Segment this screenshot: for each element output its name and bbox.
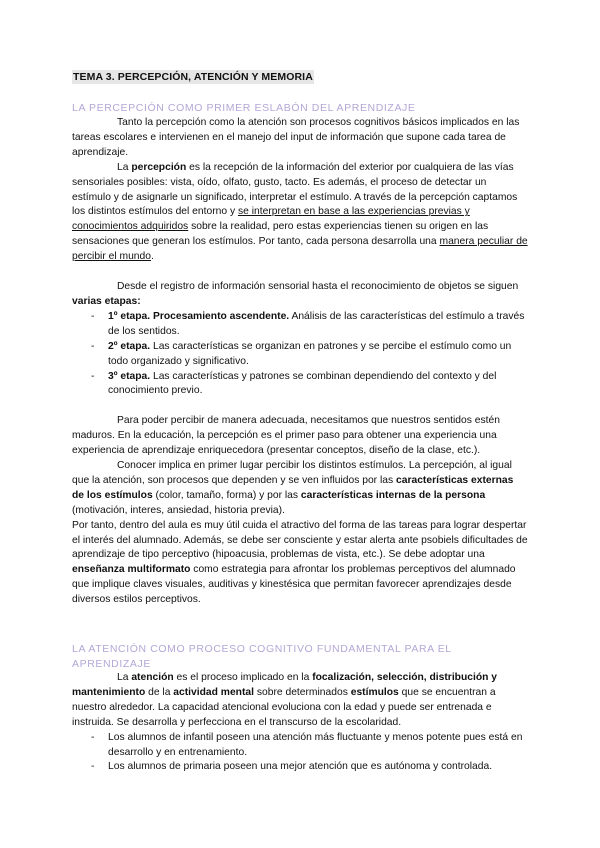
paragraph — [72, 161, 528, 265]
text-run: es la recepción de la información del exterior por cualquiera de las vías sensoriales posibles: vista, oído, olfato, gusto, tacto. Es además, el proceso de detectar un estímulo y de asignarle un significado, interpretar el estímulo. A través de la percepción captamos los distintos estímulos del entorno y — [72, 161, 518, 218]
text-run: Análisis de las características del estímulo a través de los sentidos. — [108, 310, 525, 337]
dash-bullet: - — [91, 370, 95, 382]
section-heading-attention: LA ATENCIÓN COMO PROCESO COGNITIVO FUNDAMENTAL PARA EL APRENDIZAJE — [72, 643, 452, 670]
text-run: como estrategia para afrontar los problemas perceptivos del alumnado que implique claves visuales, auditivas y kinestésica que permitan favorecer aprendizajes desde diversos estilos perceptivos. — [72, 564, 516, 606]
underlined-text: manera peculiar de percibir el mundo — [72, 236, 528, 263]
text-run: Los alumnos de primaria poseen una mejor atención que es autónoma y controlada. — [108, 761, 493, 773]
dash-bullet: - — [91, 310, 95, 322]
attention-list — [72, 731, 528, 776]
paragraph: Tanto la percepción como la atención son procesos cognitivos básicos implicados en las tareas escolares e intervienen en el manejo del input de información que supone cada tarea de aprendizaje. — [72, 117, 520, 158]
paragraph — [72, 459, 528, 519]
spacer — [72, 399, 528, 414]
paragraph — [72, 519, 528, 608]
text-run: Los alumnos de infantil poseen una atención más fluctuante y menos potente pues está en desarrollo y en entrenamiento. — [108, 731, 523, 758]
list-item — [72, 731, 528, 761]
text-run: Las características y patrones se combinan dependiendo del contexto y del conocimiento previo. — [108, 370, 497, 397]
list-item — [72, 760, 528, 775]
paragraph: Para poder percibir de manera adecuada, necesitamos que nuestros sentidos estén maduros. En la educación, la percepción es el primer paso para obtener una experiencia una experiencia de aprendizaje enriquecedora (presentar conceptos, diseño de la clase, etc.). — [72, 415, 500, 457]
bold-term: atención — [131, 672, 174, 683]
spacer — [72, 265, 528, 280]
text-run: es el proceso implicado en la — [173, 672, 313, 683]
text-run: Por tanto, dentro del aula es muy útil cuida el atractivo del forma de las tareas para lograr despertar el interés del alumnado. Además, se debe ser consciente y estar alerta ante psobiels dificultades de aprendizaje de tipo perceptivo (hipoacusia, problemas de vista, etc.). Se debe adoptar una — [72, 519, 528, 561]
underlined-text: se interpretan en base a las experiencias previas y conocimientos adquiridos — [72, 206, 470, 233]
document-title: TEMA 3. PERCEPCIÓN, ATENCIÓN Y MEMORIA — [73, 71, 313, 83]
text-run: Desde el registro de información sensorial hasta el reconocimiento de objetos se siguen — [117, 281, 519, 293]
bold-term: 1º etapa. Procesamiento ascendente. — [108, 310, 290, 322]
text-run: Conocer implica en primer lugar percibir los distintos estímulos. La percepción, al igual que la atención, son procesos que dependen y se ven influidos por las — [72, 460, 512, 486]
bold-term: 3º etapa. — [108, 370, 151, 382]
section-heading-perception: LA PERCEPCIÓN COMO PRIMER ESLABÓN DEL APRENDIZAJE — [72, 102, 416, 114]
text-run: La — [117, 672, 132, 683]
bold-term: actividad mental — [173, 686, 254, 698]
text-run: sobre la realidad, pero estas experiencias tienen su origen en las sensaciones que generan los estímulos. Por tanto, cada persona desarrolla una — [72, 221, 489, 248]
text-run: Las características se organizan en patrones y se percibe el estímulo como un todo organizado y significativo. — [108, 340, 512, 367]
bold-term: estímulos — [350, 686, 399, 698]
section-body-attention — [72, 671, 528, 775]
bold-term: características internas de la persona — [300, 489, 486, 501]
list-item — [72, 310, 528, 340]
stages-list — [72, 310, 528, 399]
section-body-perception — [72, 116, 528, 608]
bold-term: 2º etapa. — [108, 340, 151, 352]
bold-term: varias etapas: — [72, 295, 141, 307]
bold-term: focalización, selección, distribución y mantenimiento — [72, 672, 498, 698]
text-run: (color, tamaño, forma) y por las — [152, 489, 301, 501]
list-item — [72, 370, 528, 400]
text-run: sobre determinados — [253, 686, 351, 698]
text-run: (motivación, interes, ansiedad, historia previa). — [72, 504, 285, 516]
paragraph — [72, 671, 528, 731]
dash-bullet: - — [91, 340, 95, 352]
bold-term: características externas de los estímulos — [72, 474, 514, 501]
dash-bullet: - — [91, 731, 95, 743]
bold-term: percepción — [131, 161, 187, 173]
list-item — [72, 340, 528, 370]
text-run: que se encuentran a nuestro alrededor. La capacidad atencional evoluciona con la edad y puede ser entrenada e instruida. Se desarrolla y perfecciona en el transcurso de la escolaridad. — [72, 686, 496, 728]
paragraph — [72, 280, 528, 310]
dash-bullet: - — [91, 761, 95, 773]
bold-term: enseñanza multiformato — [72, 564, 191, 576]
text-run: . — [150, 251, 154, 263]
text-run: de la — [145, 686, 174, 698]
text-run: La — [117, 161, 132, 173]
